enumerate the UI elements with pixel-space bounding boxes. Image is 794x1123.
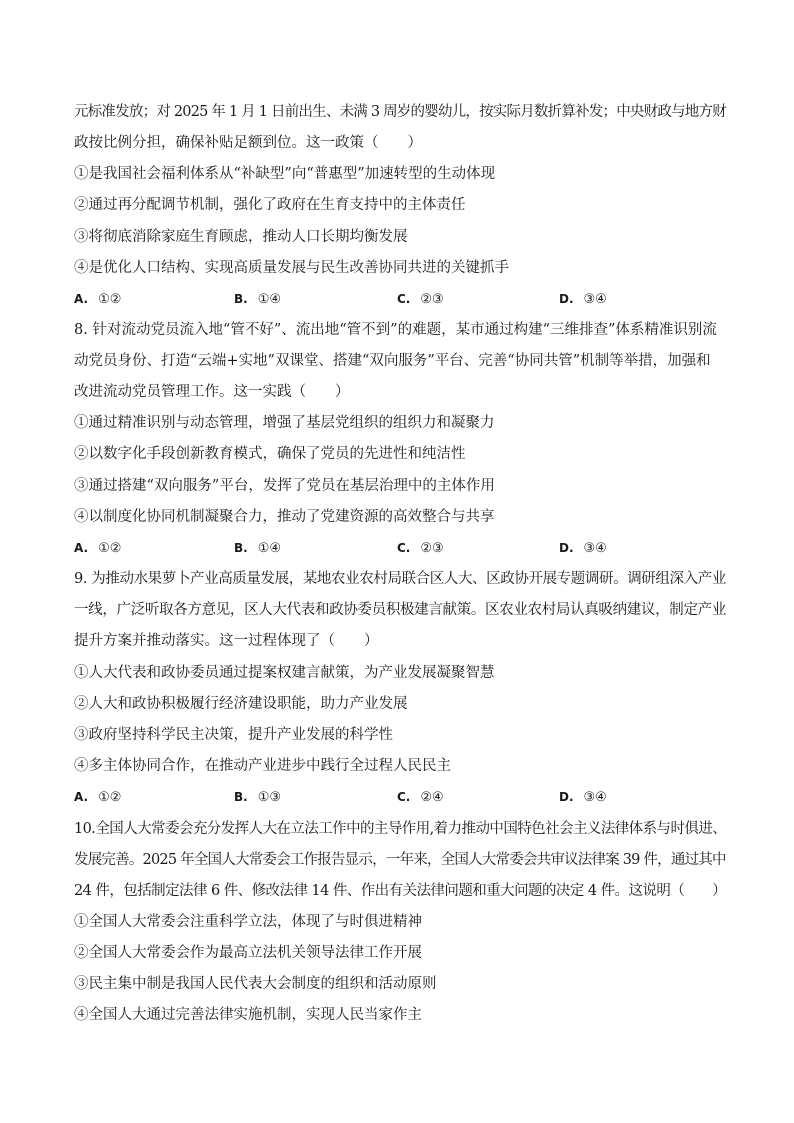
q8-item-4: ④以制度化协同机制凝聚合力，推动了党建资源的高效整合与共享	[74, 509, 495, 525]
q7-item-4: ④是优化人口结构、实现高质量发展与民生改善协同共进的关键抓手	[74, 260, 509, 276]
option-value: ①②	[98, 292, 122, 307]
q7-option-c[interactable]	[397, 290, 444, 309]
q7-stem-line-1: 元标准发放；对 2025 年 1 月 1 日前出生、未满 3 周岁的婴幼儿，按实际月数折算补发；中央财政与地方财	[74, 104, 726, 120]
q9-item-3: ③政府坚持科学民主决策，提升产业发展的科学性	[74, 727, 393, 743]
q10-item-3: ③民主集中制是我国人民代表大会制度的组织和活动原则	[74, 976, 437, 992]
q9-option-b[interactable]	[234, 788, 281, 807]
q10-item-4: ④全国人大通过完善法律实施机制，实现人民当家作主	[74, 1007, 422, 1023]
q7-option-a[interactable]	[74, 290, 121, 309]
q9-stem-line-3: 提升方案并推动落实。这一过程体现了（ ）	[74, 633, 379, 649]
option-key: A.	[74, 790, 89, 804]
q8-item-1: ①通过精准识别与动态管理，增强了基层党组织的组织力和凝聚力	[74, 415, 495, 431]
option-value: ①④	[257, 541, 282, 556]
q10-stem-line-3: 24 件，包括制定法律 6 件、修改法律 14 件、作出有关法律问题和重大问题的决定 4 件。这说明（ ）	[74, 883, 727, 899]
option-key: B.	[234, 541, 248, 555]
q8-stem-line-1: 8. 针对流动党员流入地“管不好”、流出地“管不到”的难题，某市通过构建“三维排查”体系精准识别流	[74, 322, 717, 338]
option-value: ①②	[98, 541, 122, 556]
q8-option-a[interactable]	[74, 539, 121, 558]
q8-item-2: ②以数字化手段创新教育模式，确保了党员的先进性和纯洁性	[74, 446, 466, 462]
q7-options	[74, 290, 726, 308]
option-value: ②③	[420, 541, 444, 556]
option-value: ②③	[420, 292, 444, 307]
q9-item-4: ④多主体协同合作，在推动产业进步中践行全过程人民民主	[74, 758, 451, 774]
q9-item-2: ②人大和政协积极履行经济建设职能，助力产业发展	[74, 696, 408, 712]
option-value: ①②	[98, 790, 122, 805]
option-value: ①④	[257, 292, 282, 307]
option-value: ①③	[257, 790, 282, 805]
option-key: C.	[397, 790, 411, 804]
q10-item-1: ①全国人大常委会注重科学立法，体现了与时俱进精神	[74, 914, 422, 930]
q8-stem-line-3: 改进流动党员管理工作。这一实践（ ）	[74, 384, 350, 400]
q7-stem-line-2: 政按比例分担，确保补贴足额到位。这一政策（ ）	[74, 135, 422, 151]
q9-options	[74, 788, 726, 806]
q10-stem-line-1: 10.全国人大常委会充分发挥人大在立法工作中的主导作用,着力推动中国特色社会主义法律体系与时俱进、	[74, 821, 727, 837]
q8-stem-line-2: 动党员身份、打造“云端+实地”双课堂、搭建“双向服务”平台、完善“协同共管”机制等举措，加强和	[74, 353, 711, 369]
q9-stem-line-2: 一线，广泛听取各方意见，区人大代表和政协委员积极建言献策。区农业农村局认真吸纳建议，制定产业	[74, 602, 727, 618]
option-value: ③④	[583, 790, 607, 805]
option-key: B.	[234, 790, 248, 804]
option-key: A.	[74, 541, 89, 555]
q7-item-3: ③将彻底消除家庭生育顾虑，推动人口长期均衡发展	[74, 229, 408, 245]
q8-option-c[interactable]	[397, 539, 444, 558]
q10-stem-line-2: 发展完善。2025 年全国人大常委会工作报告显示，一年来，全国人大常委会共审议法律案 39 件，通过其中	[74, 852, 726, 868]
option-key: C.	[397, 292, 411, 306]
option-value: ③④	[583, 292, 607, 307]
option-key: D.	[559, 790, 574, 804]
option-key: D.	[559, 292, 574, 306]
option-key: B.	[234, 292, 248, 306]
option-key: A.	[74, 292, 89, 306]
q8-item-3: ③通过搭建“双向服务”平台，发挥了党员在基层治理中的主体作用	[74, 478, 495, 494]
q9-item-1: ①人大代表和政协委员通过提案权建言献策，为产业发展凝聚智慧	[74, 665, 495, 681]
q7-option-b[interactable]	[234, 290, 281, 309]
q9-option-c[interactable]	[397, 788, 444, 807]
q7-item-2: ②通过再分配调节机制，强化了政府在生育支持中的主体责任	[74, 197, 466, 213]
q8-option-d[interactable]	[559, 539, 607, 558]
q9-option-d[interactable]	[559, 788, 607, 807]
q7-item-1: ①是我国社会福利体系从“补缺型”向“普惠型”加速转型的生动体现	[74, 166, 496, 182]
q9-option-a[interactable]	[74, 788, 121, 807]
option-value: ②④	[420, 790, 444, 805]
q10-item-2: ②全国人大常委会作为最高立法机关领导法律工作开展	[74, 945, 422, 961]
q8-option-b[interactable]	[234, 539, 281, 558]
option-key: D.	[559, 541, 574, 555]
option-value: ③④	[583, 541, 607, 556]
q8-options	[74, 539, 726, 557]
option-key: C.	[397, 541, 411, 555]
q9-stem-line-1: 9. 为推动水果萝卜产业高质量发展，某地农业农村局联合区人大、区政协开展专题调研。调研组深入产业	[74, 571, 726, 587]
q7-option-d[interactable]	[559, 290, 607, 309]
